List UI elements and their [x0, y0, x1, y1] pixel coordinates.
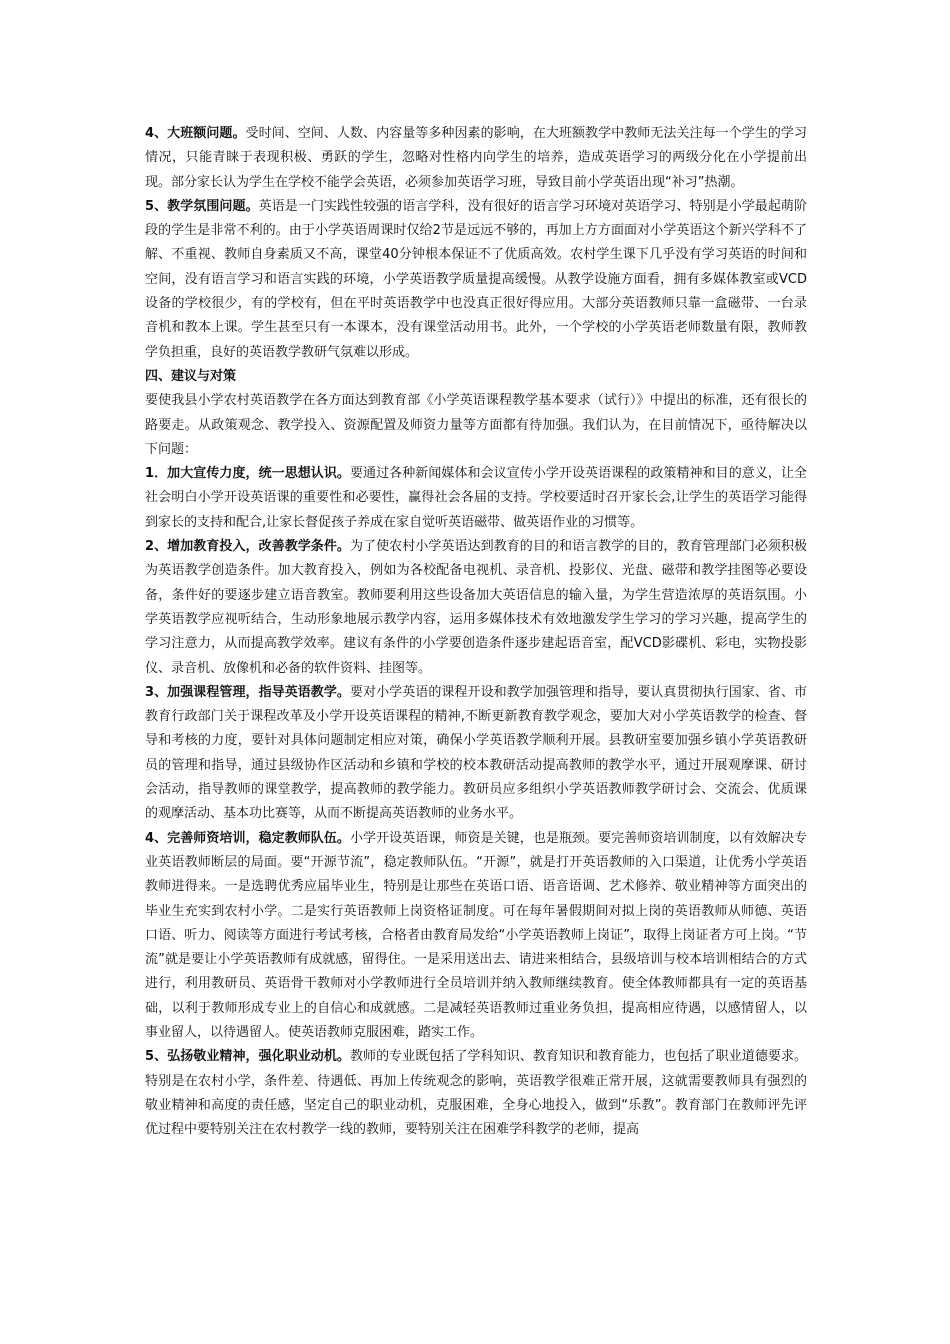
paragraph-publicity [145, 462, 807, 535]
paragraph-heading: 3、加强课程管理，指导英语教学。 [145, 684, 350, 700]
paragraph-intro [145, 389, 807, 462]
paragraph-heading: 1．加大宣传力度，统一思想认识。 [145, 466, 350, 482]
paragraph-text: 受时间、空间、人数、内容量等多种因素的影响，在大班额教学中教师无法关注每一个学生的学习情况，只能青睐于表现积极、勇跃的学生，忽略对性格内向学生的培养，造成英语学习的两级分化在小学提前出现。部分家长认为学生在学校不能学会英语，必须参加英语学习班，导致目前小学英语出现“补习”热潮。 [145, 126, 807, 190]
paragraph-text: 要对小学英语的课程开设和教学加强管理和指导，要认真贯彻执行国家、省、市教育行政部门关于课程改革及小学开设英语课程的精神,不断更新教育教学观念，要加大对小学英语教学的检查、督导和考核的力度，要针对具体问题制定相应对策，确保小学英语教学顺利开展。县教研室要加强乡镇小学英语教研员的管理和指导，通过县级协作区活动和乡镇和学校的校本教研活动提高教师的教学水平，通过开展观摩课、研讨会活动，指导教师的课堂教学，提高教师的教学能力。教研员应多组织小学英语教师教学研讨会、交流会、优质课的观摩活动、基本功比赛等，从而不断提高英语教师的业务水平。 [145, 684, 807, 822]
paragraph-large-class-issue [145, 122, 807, 195]
paragraph-heading: 4、大班额问题。 [145, 126, 246, 141]
paragraph-teaching-atmosphere [145, 195, 807, 365]
paragraph-curriculum-management [145, 681, 807, 827]
paragraph-heading: 2、增加教育投入，改善教学条件。 [145, 539, 350, 555]
paragraph-professional-spirit [145, 1045, 807, 1142]
paragraph-teacher-training [145, 827, 807, 1046]
paragraph-heading: 4、完善师资培训，稳定教师队伍。 [145, 830, 350, 846]
section-title: 四、建议与对策 [145, 368, 237, 384]
paragraph-text: 为了使农村小学英语达到教育的目的和语言教学的目的，教育管理部门必须积极为英语教学创造条件。加大教育投入，例如为各校配备电视机、录音机、投影仪、光盘、磁带和教学挂图等必要设备，条件好的要逐步建立语音教室。教师要利用这些设备加大英语信息的输入量，为学生营造浓厚的英语氛围。小学英语教学应视听结合，生动形象地展示教学内容，运用多媒体技术有效地激发学生学习的学习兴趣，提高学生的学习注意力，从而提高教学效率。建议有条件的小学要创造条件逐步建起语音室，配VCD影碟机、彩电，实物投影仪、录音机、放像机和必备的软件资料、挂图等。 [145, 539, 807, 676]
paragraph-text: 要使我县小学农村英语教学在各方面达到教育部《小学英语课程教学基本要求（试行）》中提出的标准，还有很长的路要走。从政策观念、教学投入、资源配置及师资力量等方面都有待加强。我们认为，在目前情况下，亟待解决以下问题： [145, 393, 807, 457]
paragraph-heading: 5、弘扬敬业精神，强化职业动机。 [145, 1049, 350, 1065]
section-heading-suggestions [145, 365, 807, 389]
paragraph-text: 要通过各种新闻媒体和会议宣传小学开设英语课程的政策精神和目的意义，让全社会明白小学开设英语课的重要性和必要性，赢得社会各届的支持。学校要适时召开家长会,让学生的英语学习能得到家长的支持和配合,让家长督促孩子养成在家自觉听英语磁带、做英语作业的习惯等。 [145, 466, 807, 530]
paragraph-text: 教师的专业既包括了学科知识、教育知识和教育能力，也包括了职业道德要求。特别是在农村小学，条件差、待遇低、再加上传统观念的影响，英语教学很难正常开展，这就需要教师具有强烈的敬业精神和高度的责任感，坚定自己的职业动机，克服困难，全身心地投入，做到“乐教”。教育部门在教师评先评优过程中要特别关注在农村教学一线的教师，要特别关注在困难学科教学的老师，提高 [145, 1049, 807, 1138]
paragraph-text: 英语是一门实践性较强的语言学科，没有很好的语言学习环境对英语学习、特别是小学最起萌阶段的学生是非常不利的。由于小学英语周课时仅给2节是远远不够的，再加上方方面面对小学英语这个新兴学科不了解、不重视、教师自身素质又不高，课堂40分钟根本保证不了优质高效。农村学生课下几乎没有学习英语的时间和空间，没有语言学习和语言实践的环境，小学英语教学质量提高缓慢。从教学设施方面看，拥有多媒体教室或VCD设备的学校很少，有的学校有，但在平时英语教学中也没真正很好得应用。大部分英语教师只靠一盒磁带、一台录音机和教本上课。学生甚至只有一本课本，没有课堂活动用书。此外，一个学校的小学英语老师数量有限，教师教学负担重，良好的英语教学教研气氛难以形成。 [145, 198, 807, 360]
paragraph-heading: 5、教学氛围问题。 [145, 198, 259, 214]
document-body [145, 122, 807, 1142]
paragraph-text: 小学开设英语课，师资是关键，也是瓶颈。要完善师资培训制度，以有效解决专业英语教师断层的局面。要“开源节流”，稳定教师队伍。“开源”，就是打开英语教师的入口渠道，让优秀小学英语教师进得来。一是选聘优秀应届毕业生，特别是让那些在英语口语、语音语调、艺术修养、敬业精神等方面突出的毕业生充实到农村小学。二是实行英语教师上岗资格证制度。可在每年暑假期间对拟上岗的英语教师从师德、英语口语、听力、阅读等方面进行考试考核，合格者由教育局发给“小学英语教师上岗证”，取得上岗证者方可上岗。“节流”就是要让小学英语教师有成就感，留得住。一是采用送出去、请进来相结合，县级培训与校本培训相结合的方式进行，利用教研员、英语骨干教师对小学教师进行全员培训并纳入教师继续教育。使全体教师都具有一定的英语基础，以利于教师形成专业上的自信心和成就感。二是减轻英语教师过重业务负担，提高相应待遇，以感情留人，以事业留人，以待遇留人。使英语教师克服困难，踏实工作。 [145, 830, 807, 1040]
paragraph-investment [145, 535, 807, 681]
